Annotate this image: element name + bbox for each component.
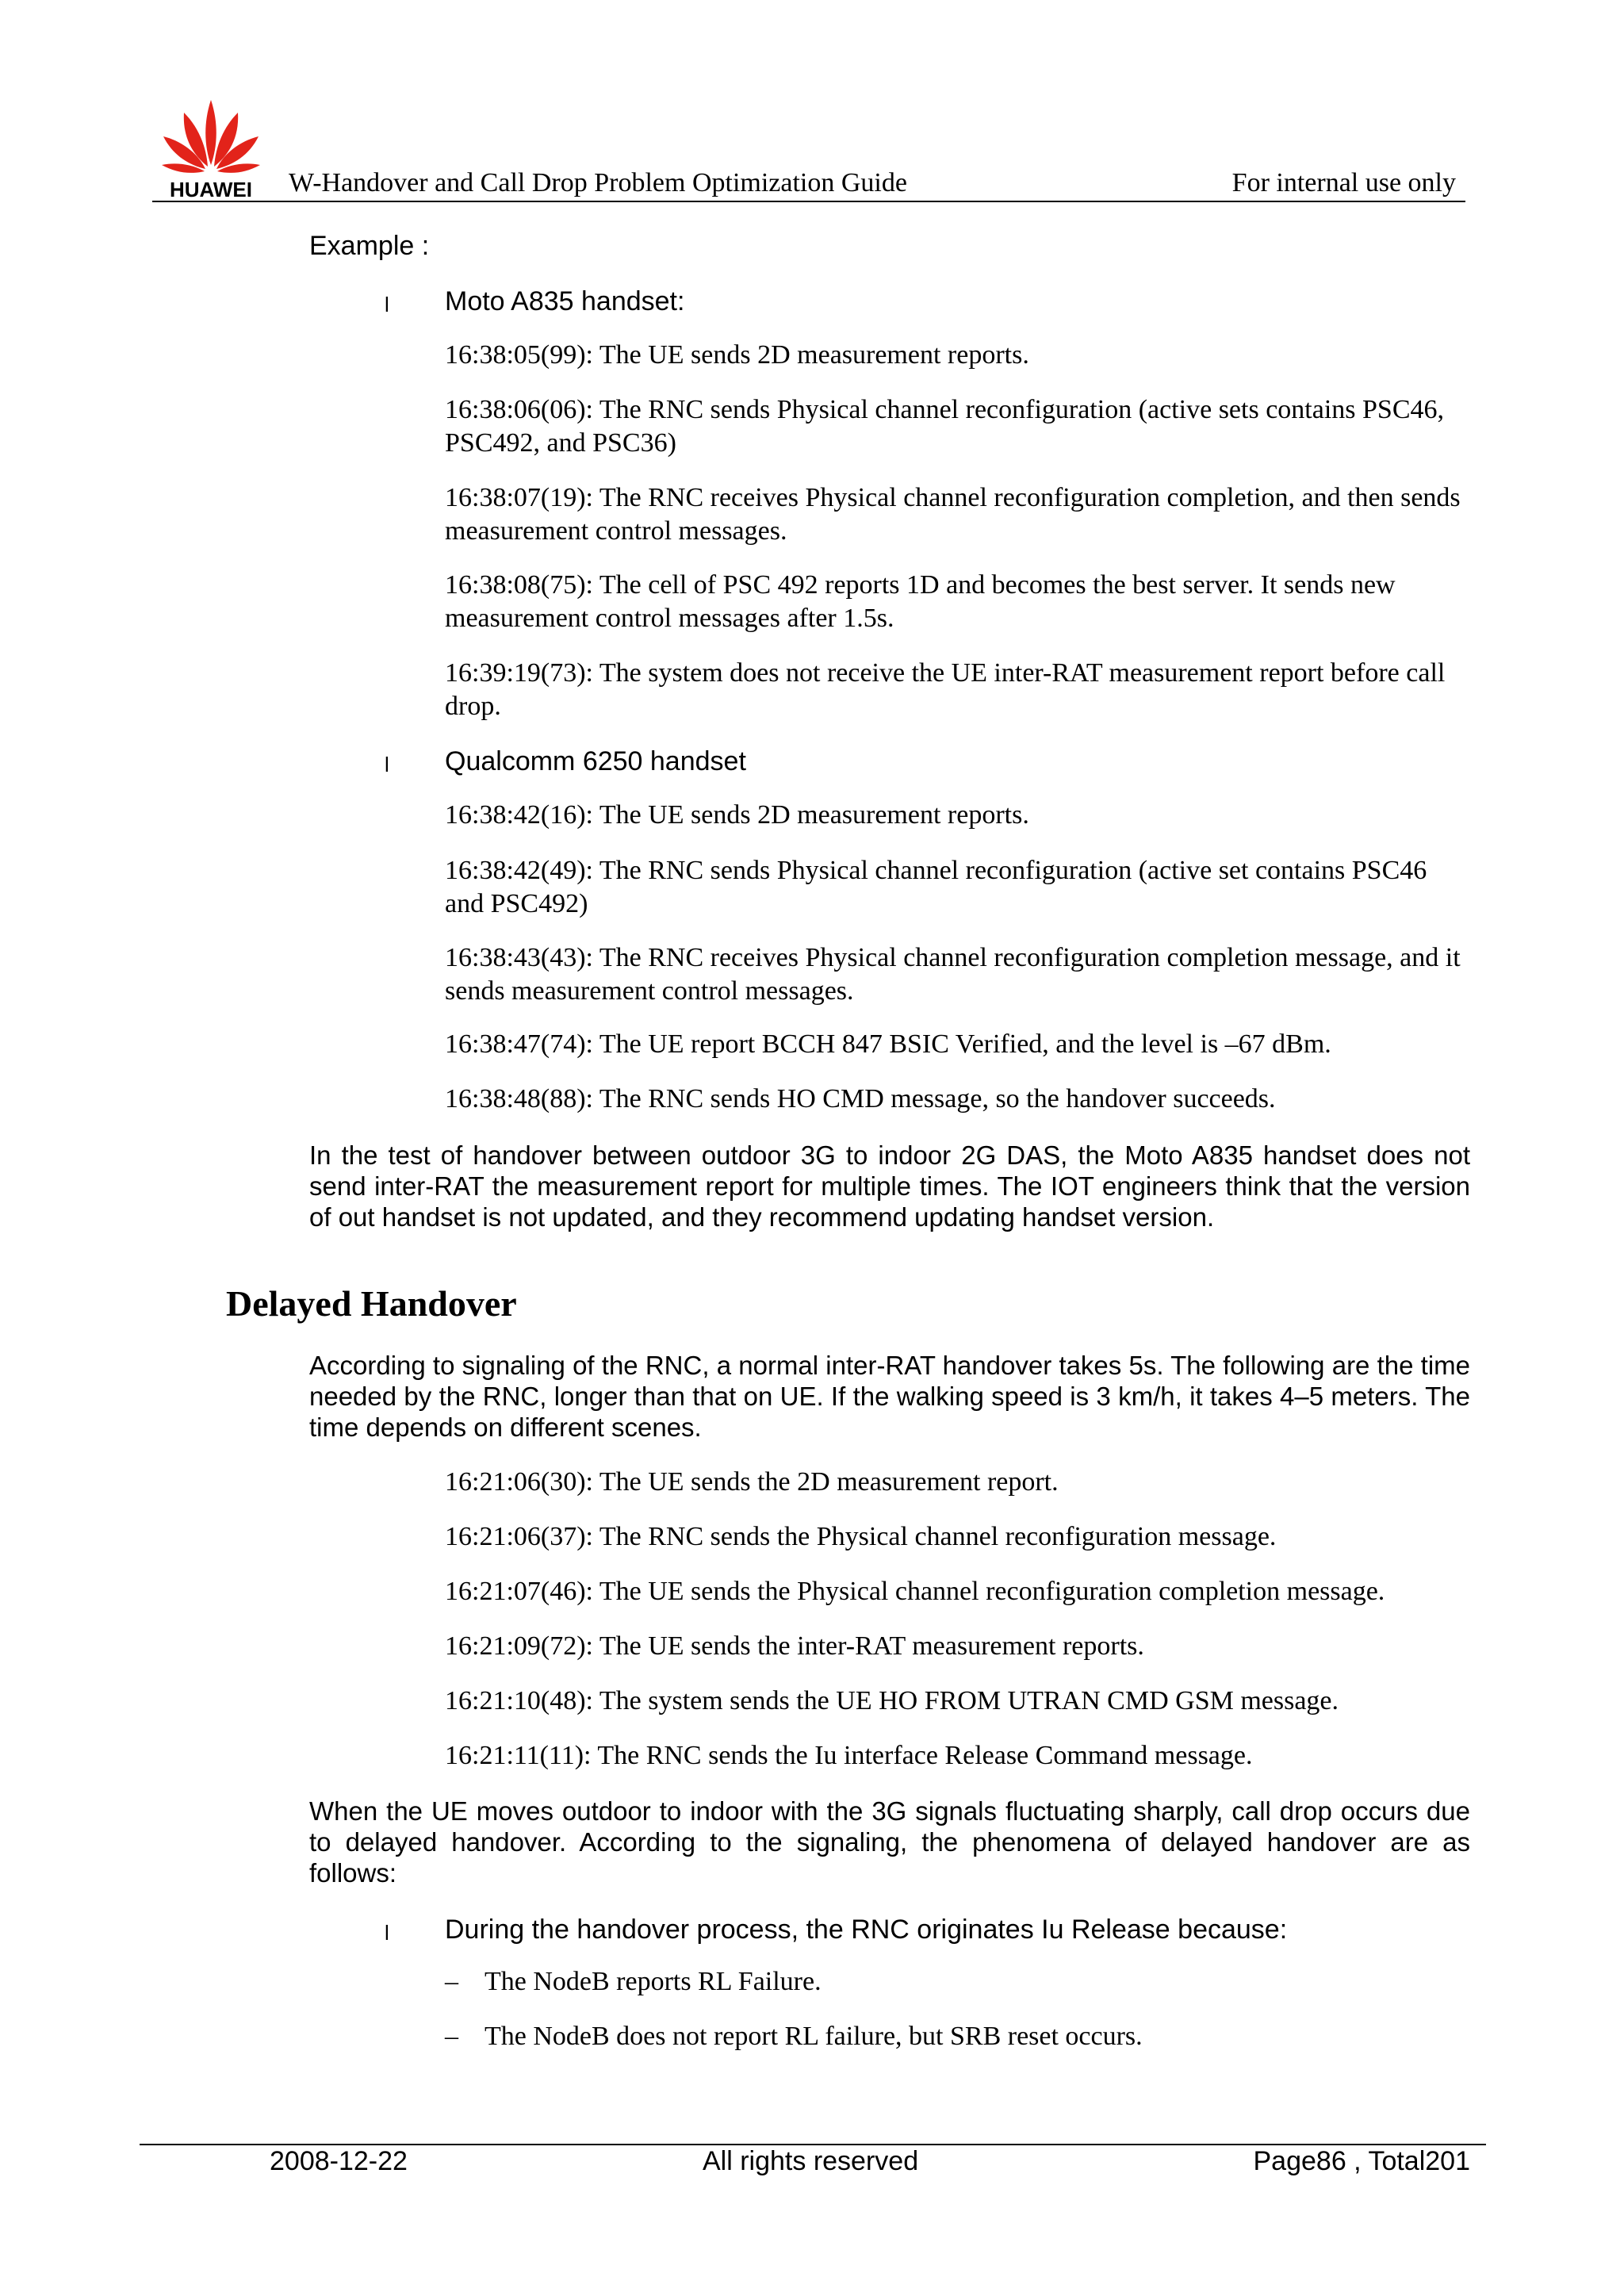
bullet-marker: l [385, 1921, 389, 1945]
log-line: 16:38:42(49): The RNC sends Physical channel reconfiguration (active set contains PSC46 and PSC492) [445, 856, 1427, 918]
bullet-iu-release [385, 1914, 1287, 1949]
log-line: 16:38:48(88): The RNC sends HO CMD message, so the handover succeeds. [445, 1084, 1276, 1114]
header-divider [152, 201, 1465, 202]
logo-wordmark: HUAWEI [170, 178, 252, 201]
footer-date: 2008-12-22 [270, 2146, 408, 2176]
bullet-title: Moto A835 handset: [445, 286, 685, 316]
dash-item [445, 1965, 822, 1999]
log-line: 16:38:07(19): The RNC receives Physical channel reconfiguration completion, and then sends measurement control messages. [445, 483, 1461, 546]
log-line: 16:38:05(99): The UE sends 2D measurement reports. [445, 340, 1029, 370]
paragraph: In the test of handover between outdoor 3G to indoor 2G DAS, the Moto A835 handset does not send inter-RAT the measurement report for multiple times. The IOT engineers think that the version of out handset is not updated, and they recommend updating handset version. [309, 1140, 1470, 1232]
bullet-marker: l [385, 753, 389, 776]
paragraph: When the UE moves outdoor to indoor with the 3G signals fluctuating sharply, call drop occurs due to delayed handover. According to the signaling, the phenomena of delayed handover are as follows: [309, 1796, 1470, 1888]
bullet-marker: l [385, 293, 389, 316]
dash-text: The NodeB does not report RL failure, but SRB reset occurs. [485, 2022, 1143, 2051]
bullet-title: During the handover process, the RNC originates Iu Release because: [445, 1915, 1288, 1945]
log-line: 16:21:11(11): The RNC sends the Iu interface Release Command message. [445, 1741, 1253, 1770]
classification-label: For internal use only [1231, 168, 1456, 197]
footer-divider [140, 2144, 1486, 2145]
section-heading: Delayed Handover [226, 1283, 517, 1324]
log-line: 16:38:47(74): The UE report BCCH 847 BSIC Verified, and the level is –67 dBm. [445, 1029, 1331, 1059]
log-line: 16:38:06(06): The RNC sends Physical channel reconfiguration (active sets contains PSC46, PSC492, and PSC36) [445, 395, 1444, 458]
huawei-logo [155, 92, 266, 201]
log-line: 16:38:08(75): The cell of PSC 492 reports 1D and becomes the best server. It sends new measurement control messages after 1.5s. [445, 570, 1396, 633]
log-line: 16:39:19(73): The system does not receive the UE inter-RAT measurement report before call drop. [445, 658, 1446, 721]
dash-marker: – [445, 1967, 458, 1996]
bullet-title: Qualcomm 6250 handset [445, 746, 746, 776]
example-label: Example : [309, 231, 430, 261]
log-line: 16:21:06(37): The RNC sends the Physical channel reconfiguration message. [445, 1522, 1277, 1551]
log-line: 16:38:42(16): The UE sends 2D measurement reports. [445, 800, 1029, 830]
dash-marker: – [445, 2022, 458, 2051]
log-line: 16:21:10(48): The system sends the UE HO FROM UTRAN CMD GSM message. [445, 1686, 1339, 1715]
footer-rights: All rights reserved [703, 2146, 919, 2176]
log-line: 16:21:07(46): The UE sends the Physical channel reconfiguration completion message. [445, 1577, 1385, 1606]
bullet-moto [385, 286, 684, 320]
log-line: 16:38:43(43): The RNC receives Physical channel reconfiguration completion message, and it sends measurement control messages. [445, 943, 1461, 1006]
document-title: W-Handover and Call Drop Problem Optimization Guide [289, 168, 907, 197]
footer-page-number: Page86 , Total201 [1253, 2146, 1470, 2176]
dash-item [445, 2020, 1143, 2053]
bullet-qualcomm [385, 746, 746, 780]
huawei-logo-icon [155, 92, 266, 201]
dash-text: The NodeB reports RL Failure. [485, 1967, 822, 1996]
log-line: 16:21:09(72): The UE sends the inter-RAT measurement reports. [445, 1631, 1144, 1661]
log-line: 16:21:06(30): The UE sends the 2D measurement report. [445, 1467, 1059, 1497]
paragraph: According to signaling of the RNC, a normal inter-RAT handover takes 5s. The following are the time needed by the RNC, longer than that on UE. If the walking speed is 3 km/h, it takes 4–5 meters. The time depends on different scenes. [309, 1351, 1470, 1442]
